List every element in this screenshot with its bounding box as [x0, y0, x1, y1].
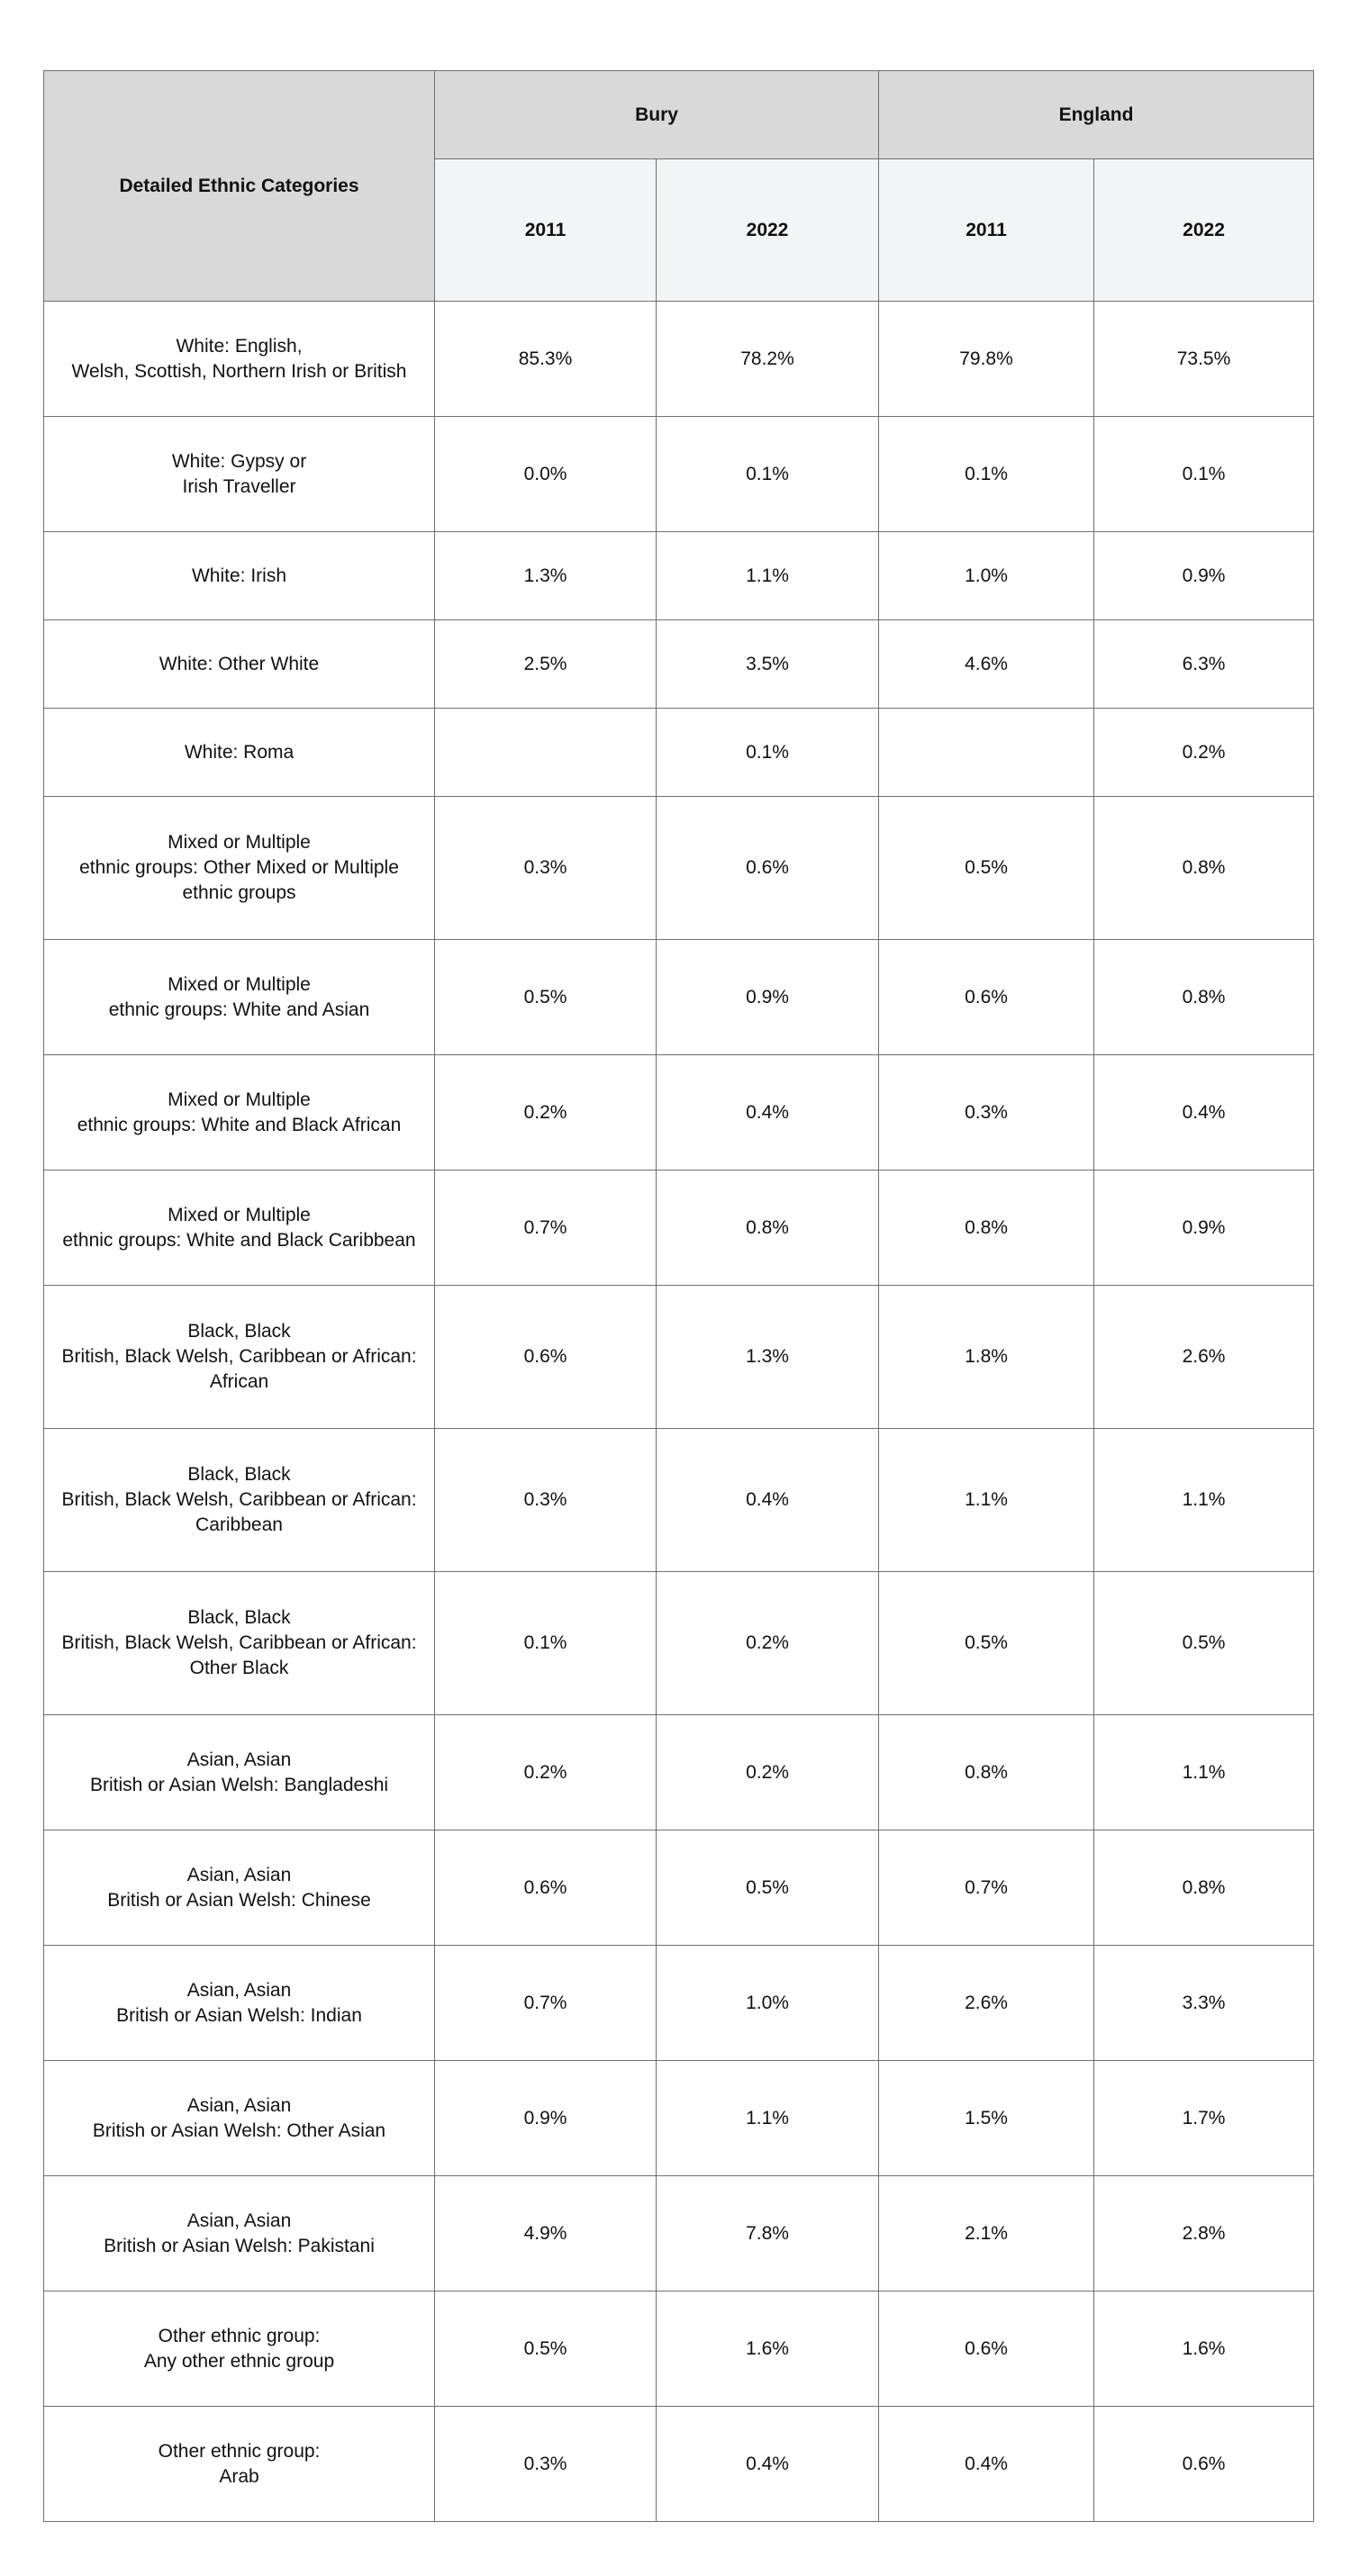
table-row: [44, 797, 1314, 940]
value-cell: 0.6%: [1094, 2407, 1314, 2522]
value-cell: 1.3%: [435, 532, 657, 620]
value-cell: 0.8%: [1094, 1830, 1314, 1946]
table-row: [44, 417, 1314, 532]
value-cell: 0.6%: [879, 940, 1094, 1055]
row-label: White: Other White: [44, 620, 435, 709]
row-label: Mixed or Multiple ethnic groups: White and Black African: [44, 1055, 435, 1170]
value-cell: 85.3%: [435, 302, 657, 417]
value-cell: 0.3%: [435, 797, 657, 940]
value-cell: 0.3%: [879, 1055, 1094, 1170]
table-row: [44, 709, 1314, 797]
value-cell: 0.4%: [657, 1429, 879, 1572]
row-label: Mixed or Multiple ethnic groups: Other Mixed or Multiple ethnic groups: [44, 797, 435, 940]
value-cell: 1.8%: [879, 1286, 1094, 1429]
table-row: [44, 302, 1314, 417]
value-cell: 0.2%: [435, 1055, 657, 1170]
group-header-england: England: [879, 71, 1314, 159]
table-row: [44, 2291, 1314, 2407]
row-label: Other ethnic group: Arab: [44, 2407, 435, 2522]
value-cell: 0.9%: [657, 940, 879, 1055]
value-cell: 78.2%: [657, 302, 879, 417]
group-header-bury: Bury: [435, 71, 879, 159]
value-cell: 0.0%: [435, 417, 657, 532]
row-label: Asian, Asian British or Asian Welsh: Chinese: [44, 1830, 435, 1946]
value-cell: 2.1%: [879, 2176, 1094, 2291]
value-cell: 73.5%: [1094, 302, 1314, 417]
value-cell: 1.0%: [879, 532, 1094, 620]
value-cell: 79.8%: [879, 302, 1094, 417]
value-cell: 7.8%: [657, 2176, 879, 2291]
value-cell: 0.3%: [435, 2407, 657, 2522]
value-cell: 4.6%: [879, 620, 1094, 709]
table-row: [44, 1715, 1314, 1830]
value-cell: 0.5%: [657, 1830, 879, 1946]
value-cell: 0.2%: [1094, 709, 1314, 797]
value-cell: 0.5%: [435, 2291, 657, 2407]
value-cell: 0.8%: [1094, 940, 1314, 1055]
value-cell: 2.5%: [435, 620, 657, 709]
value-cell: 0.4%: [657, 1055, 879, 1170]
table-row: [44, 1170, 1314, 1286]
value-cell: 2.6%: [1094, 1286, 1314, 1429]
ethnic-categories-table: [43, 70, 1314, 2522]
value-cell: 0.7%: [435, 1946, 657, 2061]
year-header-england-2022: 2022: [1094, 159, 1314, 302]
year-header-england-2011: 2011: [879, 159, 1094, 302]
value-cell: 1.1%: [879, 1429, 1094, 1572]
value-cell: 0.5%: [879, 1572, 1094, 1715]
row-label: Black, Black British, Black Welsh, Caribbean or African: Caribbean: [44, 1429, 435, 1572]
table-row: [44, 1055, 1314, 1170]
table-row: [44, 620, 1314, 709]
value-cell: 1.1%: [1094, 1715, 1314, 1830]
value-cell: 0.5%: [435, 940, 657, 1055]
value-cell: 1.1%: [657, 532, 879, 620]
row-label: Mixed or Multiple ethnic groups: White and Asian: [44, 940, 435, 1055]
table-row: [44, 532, 1314, 620]
value-cell: 0.1%: [435, 1572, 657, 1715]
value-cell: 1.5%: [879, 2061, 1094, 2176]
table-row: [44, 1572, 1314, 1715]
value-cell: 0.1%: [657, 709, 879, 797]
value-cell: 0.7%: [879, 1830, 1094, 1946]
value-cell: [435, 709, 657, 797]
value-cell: 0.2%: [435, 1715, 657, 1830]
value-cell: 0.4%: [657, 2407, 879, 2522]
table-row: [44, 2176, 1314, 2291]
row-label: Black, Black British, Black Welsh, Caribbean or African: African: [44, 1286, 435, 1429]
value-cell: 0.1%: [657, 417, 879, 532]
value-cell: 0.1%: [879, 417, 1094, 532]
value-cell: 0.1%: [1094, 417, 1314, 532]
value-cell: 0.8%: [879, 1170, 1094, 1286]
table-row: [44, 2407, 1314, 2522]
year-header-bury-2022: 2022: [657, 159, 879, 302]
value-cell: 0.6%: [879, 2291, 1094, 2407]
value-cell: 0.6%: [657, 797, 879, 940]
value-cell: 0.7%: [435, 1170, 657, 1286]
table-row: [44, 1286, 1314, 1429]
value-cell: 0.9%: [1094, 532, 1314, 620]
value-cell: 1.1%: [657, 2061, 879, 2176]
value-cell: 0.3%: [435, 1429, 657, 1572]
header-row-groups: [44, 71, 1314, 159]
row-label: Asian, Asian British or Asian Welsh: Other Asian: [44, 2061, 435, 2176]
value-cell: 0.5%: [879, 797, 1094, 940]
value-cell: 1.7%: [1094, 2061, 1314, 2176]
row-label: White: Irish: [44, 532, 435, 620]
row-label: Black, Black British, Black Welsh, Caribbean or African: Other Black: [44, 1572, 435, 1715]
table-row: [44, 1830, 1314, 1946]
corner-header: Detailed Ethnic Categories: [44, 71, 435, 302]
row-label: Mixed or Multiple ethnic groups: White and Black Caribbean: [44, 1170, 435, 1286]
value-cell: 0.4%: [879, 2407, 1094, 2522]
row-label: White: Gypsy or Irish Traveller: [44, 417, 435, 532]
value-cell: 0.9%: [435, 2061, 657, 2176]
value-cell: 1.6%: [1094, 2291, 1314, 2407]
value-cell: [879, 709, 1094, 797]
value-cell: 4.9%: [435, 2176, 657, 2291]
value-cell: 6.3%: [1094, 620, 1314, 709]
row-label: Other ethnic group: Any other ethnic group: [44, 2291, 435, 2407]
value-cell: 0.8%: [1094, 797, 1314, 940]
value-cell: 0.8%: [657, 1170, 879, 1286]
value-cell: 0.8%: [879, 1715, 1094, 1830]
value-cell: 1.3%: [657, 1286, 879, 1429]
row-label: White: Roma: [44, 709, 435, 797]
value-cell: 2.8%: [1094, 2176, 1314, 2291]
value-cell: 2.6%: [879, 1946, 1094, 2061]
row-label: White: English, Welsh, Scottish, Northern Irish or British: [44, 302, 435, 417]
year-header-bury-2011: 2011: [435, 159, 657, 302]
value-cell: 0.6%: [435, 1286, 657, 1429]
value-cell: 0.4%: [1094, 1055, 1314, 1170]
value-cell: 1.6%: [657, 2291, 879, 2407]
value-cell: 0.5%: [1094, 1572, 1314, 1715]
value-cell: 3.3%: [1094, 1946, 1314, 2061]
value-cell: 0.2%: [657, 1715, 879, 1830]
table-row: [44, 1429, 1314, 1572]
row-label: Asian, Asian British or Asian Welsh: Indian: [44, 1946, 435, 2061]
table-row: [44, 2061, 1314, 2176]
value-cell: 0.2%: [657, 1572, 879, 1715]
table-body: [44, 302, 1314, 2522]
row-label: Asian, Asian British or Asian Welsh: Bangladeshi: [44, 1715, 435, 1830]
table-row: [44, 940, 1314, 1055]
value-cell: 0.6%: [435, 1830, 657, 1946]
value-cell: 3.5%: [657, 620, 879, 709]
table-row: [44, 1946, 1314, 2061]
row-label: Asian, Asian British or Asian Welsh: Pakistani: [44, 2176, 435, 2291]
value-cell: 1.1%: [1094, 1429, 1314, 1572]
value-cell: 0.9%: [1094, 1170, 1314, 1286]
value-cell: 1.0%: [657, 1946, 879, 2061]
